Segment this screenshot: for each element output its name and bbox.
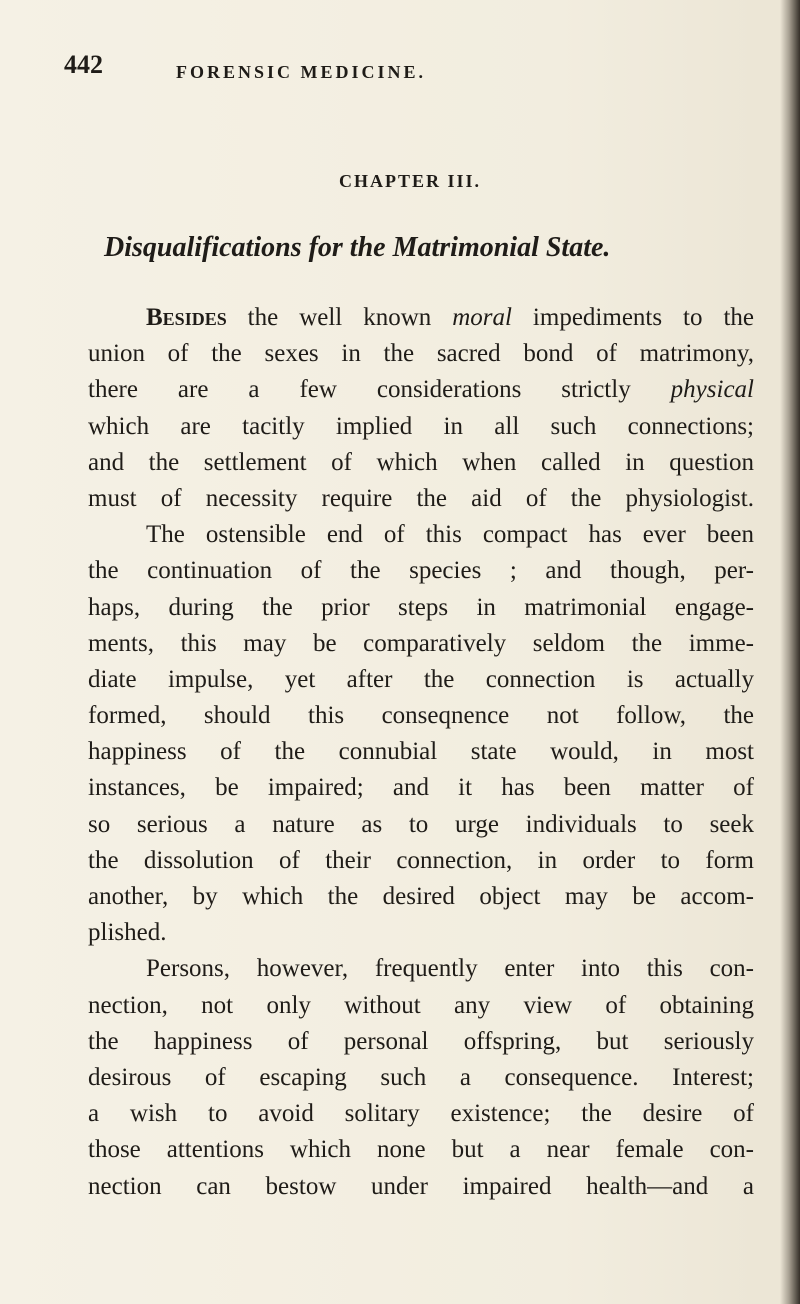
paragraph-2-line-2: nection, not only without any view of obtaining: [88, 991, 754, 1019]
text-run: there are a few considerations strictly: [88, 376, 671, 404]
italic-word: physical: [670, 376, 754, 404]
paragraph-1-line-7: The ostensible end of this compact has ever been: [146, 521, 754, 549]
paragraph-1-line-13: happiness of the connubial state would, in most: [88, 738, 754, 766]
italic-word: moral: [452, 304, 512, 331]
paragraph-1-line-5: and the settlement of which when called in question: [88, 448, 754, 476]
drop-word: Besides: [146, 304, 227, 331]
paragraph-1-line-14: instances, be impaired; and it has been matter of: [88, 774, 754, 802]
paragraph-1-line-1: [88, 300, 754, 336]
paragraph-1-line-10: ments, this may be comparatively seldom the imme-: [88, 629, 754, 657]
paragraph-2-line-7: nection can bestow under impaired health—and a: [88, 1172, 754, 1200]
chapter-label: CHAPTER III.: [338, 171, 482, 191]
paragraph-1-line-9: haps, during the prior steps in matrimonial engage-: [88, 593, 754, 621]
paragraph-2-line-6: those attentions which none but a near female con-: [88, 1136, 754, 1164]
paragraph-1-line-11: diate impulse, yet after the connection is actually: [88, 665, 754, 693]
paragraph-2-line-5: a wish to avoid solitary existence; the desire of: [88, 1100, 754, 1128]
paragraph-1-line-3: [88, 372, 754, 408]
paragraph-1-line-4: which are tacitly implied in all such connections;: [88, 412, 754, 440]
page-edge-shadow: [780, 0, 800, 1304]
paragraph-1-line-2: union of the sexes in the sacred bond of matrimony,: [88, 340, 754, 368]
paragraph-1-line-17: another, by which the desired object may be accom-: [88, 883, 754, 910]
paragraph-2-line-3: the happiness of personal offspring, but seriously: [88, 1027, 754, 1055]
page-number: 442: [64, 50, 103, 79]
text-run: the well known: [226, 304, 453, 331]
paragraph-1-line-15: so serious a nature as to urge individuals to seek: [88, 810, 754, 838]
paragraph-1-line-18: plished.: [88, 919, 167, 947]
running-head: FORENSIC MEDICINE.: [176, 62, 427, 82]
paragraph-1-line-16: the dissolution of their connection, in order to form: [88, 846, 754, 874]
paragraph-1-line-8: the continuation of the species ; and though, per-: [88, 557, 754, 585]
body-text: [88, 300, 754, 1205]
paragraph-1-line-12: formed, should this conseqnence not follow, the: [88, 702, 754, 730]
chapter-title: Disqualifications for the Matrimonial State.: [104, 232, 611, 263]
text-run: impediments to the: [511, 304, 754, 331]
paragraph-2-line-4: desirous of escaping such a consequence. Interest;: [88, 1063, 754, 1091]
paragraph-2-line-1: Persons, however, frequently enter into this con-: [146, 955, 754, 983]
paragraph-1-line-6: must of necessity require the aid of the physiologist.: [88, 484, 754, 512]
